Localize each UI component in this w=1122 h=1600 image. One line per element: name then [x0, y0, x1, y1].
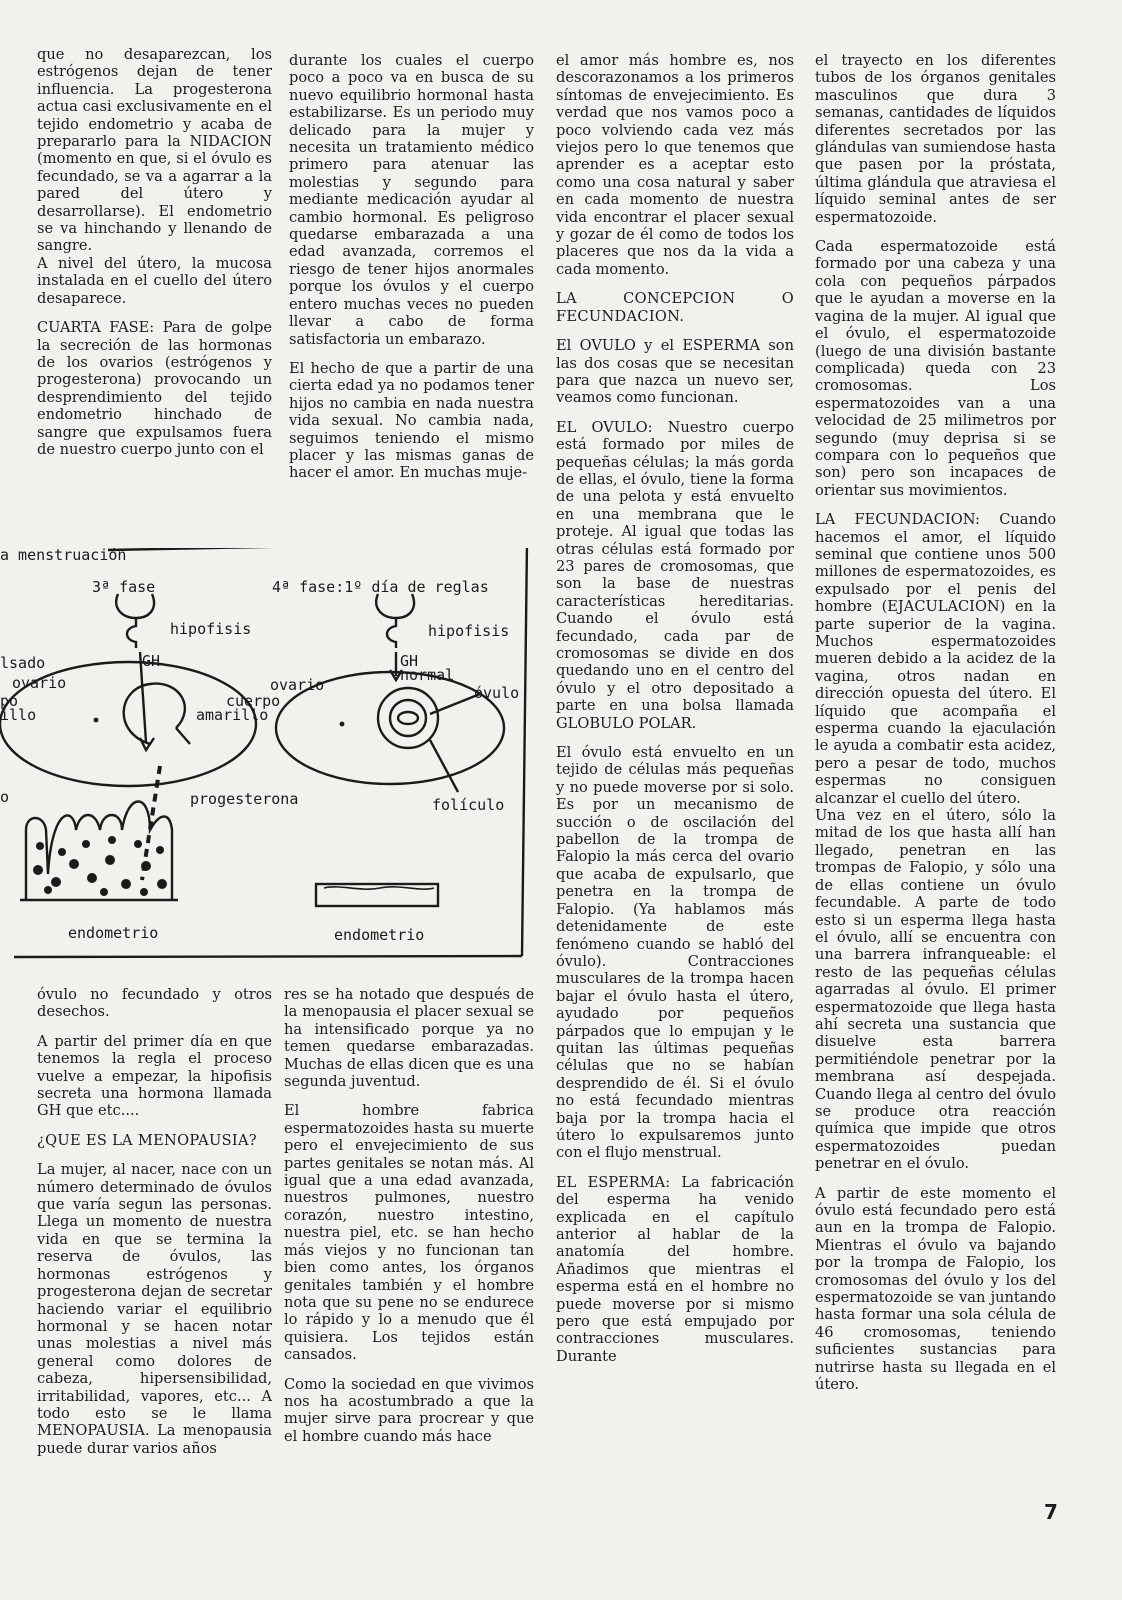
- label-hipofisis-left: hipofisis: [170, 620, 252, 638]
- paragraph: que no desaparezcan, los estrógenos dejan de tener influencia. La progesterona actua casi exclusivamente en el tejido endometrio y acaba de prepararlo para la NIDACION (momento en que, si el óvulo es fecundado, se va a agarrar a la pared del útero y desarrollarse). El endometrio se va hinchando y llenando de sangre.: [37, 46, 272, 255]
- label-ovario-left: ovario: [12, 674, 67, 692]
- paragraph: Como la sociedad en que vivimos nos ha acostumbrado a que la mujer sirve para procrear y que el hombre cuando más hace: [284, 1375, 534, 1445]
- paragraph: res se ha notado que después de la menopausia el placer sexual se ha intensificado porque ya no temen quedarse embarazadas. Muchas de ellas dicen que es una segunda juventud.: [284, 986, 534, 1091]
- paragraph: A partir del primer día en que tenemos la regla el proceso vuelve a empezar, la hipofisis secreta una hormona llamada GH que etc....: [37, 1032, 272, 1120]
- paragraph: El óvulo está envuelto en un tejido de células más pequeñas y no puede moverse por si solo. Es por un mecanismo de succión o de oscilación del pabellon de la trompa de Falopio la más cerca del ovario que acaba de expulsarlo, que penetra en la trompa de Falopio. (Ya hablamos más detenidamente de este fenómeno cuando se habló del óvulo). Contracciones musculares de la trompa hacen bajar el óvulo hasta el útero, ayudado por pequeños párpados que lo empujan y le quitan las últimas pequeñas células que no se habían desprendido de él. Si el óvulo no está fecundado mientras baja por la trompa hacia el útero lo expulsaremos junto con el flujo menstrual.: [556, 744, 794, 1162]
- label-edge-o: o: [0, 788, 10, 806]
- paragraph: óvulo no fecundado y otros desechos.: [37, 986, 272, 1021]
- paragraph: el trayecto en los diferentes tubos de los órganos genitales masculinos que dura 3 semanas, cantidades de líquidos diferentes secretados por las glándulas van sumiendose hasta que pasen por la próstata, última glándula que atraviesa el líquido seminal antes de ser espermatozoide.: [815, 52, 1056, 226]
- label-gh-left: GH: [142, 652, 161, 670]
- column-2-top: [289, 52, 534, 542]
- label-fase3: 3ª fase: [92, 578, 156, 596]
- section-heading: ¿QUE ES LA MENOPAUSIA?: [37, 1131, 257, 1149]
- figure-caption: a menstruación: [0, 548, 127, 564]
- paragraph: La mujer, al nacer, nace con un número determinado de óvulos que varía segun las personas. Llega un momento de nuestra vida en que se termina la reserva de óvulos, las hormonas estrógenos y progesterona dejan de secretar haciendo variar el equilibrio hormonal y se hacen notar unas molestias a nivel más general como dolores de cabeza, hipersensibilidad, irritabilidad, vapores, etc... A todo esto se le llama MENOPAUSIA. La menopausia puede durar varios años: [37, 1161, 272, 1457]
- label-fase4: 4ª fase:1º día de reglas: [272, 578, 489, 596]
- label-endometrio-right: endometrio: [334, 926, 425, 944]
- paragraph: El hecho de que a partir de una cierta edad ya no podamos tener hijos no cambia en nada nuestra vida sexual. No cambia nada, seguimos teniendo el mismo placer y las mismas ganas de hacer el amor. En muchas muje-: [289, 359, 534, 482]
- label-gh-right: GH: [400, 652, 419, 670]
- paragraph: EL OVULO: Nuestro cuerpo está formado por miles de pequeñas células; la más gorda de ellas, el óvulo, tiene la forma de una pelota y está envuelto en una membrana que le proteje. Al igual que todas las otras células está formado por 23 pares de cromosomas, que son la base de nuestras características hereditarias. Cuando el óvulo está fecundado, cada par de cromosomas se divide en dos quedando uno en el centro del óvulo y el otro depositado a parte en una bolsa llamada GLOBULO POLAR.: [556, 418, 794, 732]
- column-3: [556, 52, 794, 1592]
- paragraph: durante los cuales el cuerpo poco a poco va en busca de su nuevo equilibrio hormonal hasta estabilizarse. Es un periodo muy delicado para la mujer y necesita un tratamiento médico primero para atenuar las molestias y segundo para mediante medicación ayudar al cambio hormonal. Es peligroso quedarse embarazada a una edad avanzada, corremos el riesgo de tener hijos anormales porque los óvulos y el cuerpo entero muchas veces no pueden llevar a cabo de forma satisfactoria un embarazo.: [289, 52, 534, 348]
- column-1-bottom: [37, 986, 272, 1586]
- label-amarillo: amarillo: [196, 706, 269, 724]
- paragraph: El OVULO y el ESPERMA son las dos cosas que se necesitan para que nazca un nuevo ser, veamos como funcionan.: [556, 337, 794, 407]
- label-foliculo: folículo: [432, 796, 505, 814]
- column-2-bottom: [284, 986, 534, 1586]
- label-hipofisis-right: hipofisis: [428, 622, 510, 640]
- paragraph: A nivel del útero, la mucosa instalada en el cuello del útero desaparece.: [37, 254, 272, 307]
- label-endometrio-left: endometrio: [68, 924, 159, 942]
- label-cuerpo: cuerpo: [226, 692, 281, 710]
- label-ovario-right: ovario: [270, 676, 325, 694]
- label-lsado: lsado: [0, 654, 46, 672]
- page-number: 7: [1044, 1500, 1058, 1524]
- column-4: [815, 52, 1056, 1592]
- paragraph: Cada espermatozoide está formado por una cabeza y una cola con pequeños párpados que le ayudan a moverse en la vagina de la mujer. Al igual que el óvulo, el espermatozoide (luego de una división bastante complicada) queda con 23 cromosomas. Los espermatozoides van a una velocidad de 25 milimetros por segundo (muy deprisa si se compara con lo pequeños que son) pero son incapaces de orientar sus movimientos.: [815, 238, 1056, 499]
- paragraph: EL ESPERMA: La fabricación del esperma ha venido explicada en el capítulo anterior al hablar de la anatomía del hombre. Añadimos que mientras el esperma está en el hombre no puede moverse por si mismo pero que está empujado por contracciones musculares. Durante: [556, 1173, 794, 1365]
- label-progesterona: progesterona: [190, 790, 299, 808]
- label-ovulo: óvulo: [474, 684, 520, 702]
- paragraph: CUARTA FASE: Para de golpe la secreción de las hormonas de los ovarios (estrógenos y progesterona) provocando un desprendimiento del tejido endometrio hinchado de sangre que expulsamos fuera de nuestro cuerpo junto con el: [37, 319, 272, 458]
- label-po: po: [0, 692, 19, 710]
- section-heading: LA CONCEPCION O FECUNDACION.: [556, 290, 794, 325]
- paragraph: A partir de este momento el óvulo está fecundado pero está aun en la trompa de Falopio. Mientras el óvulo va bajando por la trompa de Falopio, los cromosomas del óvulo y los del espermatozoide se van juntando hasta formar una sola célula de 46 cromosomas, teniendo suficientes sustancias para nutrirse hasta su llegada en el útero.: [815, 1184, 1056, 1394]
- paragraph: El hombre fabrica espermatozoides hasta su muerte pero el envejecimiento de sus partes genitales se notan más. Al igual que a una edad avanzada, nuestros pulmones, nuestro corazón, nuestro intestino, nuestra piel, etc. se han hecho más viejos y no funcionan tan bien como antes, los órganos genitales también y el hombre nota que su pene no se endurece lo rápido y lo a menudo que él quisiera. Los tejidos están cansados.: [284, 1102, 534, 1364]
- paragraph: Una vez en el útero, sólo la mitad de los que hasta allí han llegado, penetran en las trompas de Falopio, y sólo una de ellas contiene un óvulo fecundable. A parte de todo esto si un esperma llega hasta el óvulo, allí se encuentra con una barrera infranqueable: el resto de las pequeñas células agarradas al óvulo. El primer espermatozoide que llega hasta ahí secreta una sustancia que disuelve esta barrera permitiéndole penetrar por la membrana así despejada. Cuando llega al centro del óvulo se produce otra reacción química que impide que otros espermatozoides puedan penetrar en el óvulo.: [815, 807, 1056, 1173]
- menstruation-diagram: [0, 548, 536, 968]
- label-normal: normal: [400, 666, 455, 684]
- label-illo: illo: [0, 706, 37, 724]
- paragraph: LA FECUNDACION: Cuando hacemos el amor, el líquido seminal que contiene unos 500 millones de espermatozoides, es expulsado por el penis del hombre (EJACULACION) en la parte superior de la vagina. Muchos espermatozoides mueren debido a la acidez de la vagina, otros nadan en dirección opuesta del útero. El líquido que acompaña el esperma cuando la ejaculación le ayuda a combatir esta acidez, pero a pesar de todo, muchos espermas no consiguen alcanzar el cuello del útero.: [815, 511, 1056, 807]
- paragraph: el amor más hombre es, nos descorazonamos a los primeros síntomas de envejecimiento. Es verdad que nos vamos poco a poco volviendo cada vez más viejos pero lo que tenemos que aprender es a aceptar esto como una cosa natural y saber en cada momento de nuestra vida encontrar el placer sexual y gozar de él como de todos los placeres que nos da la vida a cada momento.: [556, 52, 794, 278]
- column-1-top: [37, 46, 272, 543]
